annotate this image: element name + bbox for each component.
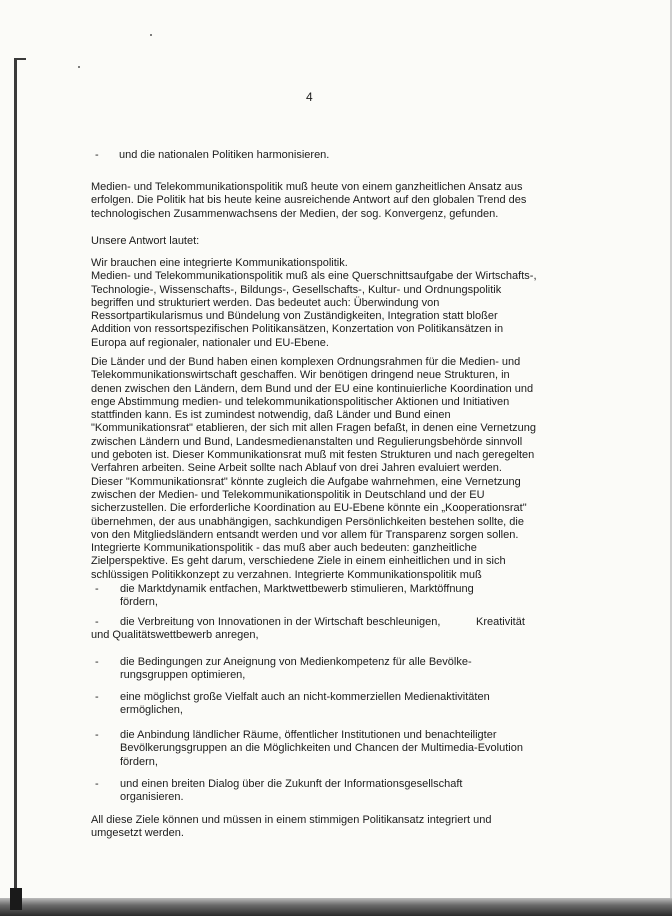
page-number: 4 <box>306 90 313 104</box>
list-bullet: - <box>95 729 99 741</box>
scan-margin-tick <box>16 58 26 60</box>
intro-item-text: und die nationalen Politiken harmonisieren. <box>119 149 330 161</box>
list-bullet: - <box>95 778 99 790</box>
scan-margin-line <box>14 58 17 893</box>
list-item: und einen breiten Dialog über die Zukunft der Informationsgesellschaft organisieren. <box>120 778 463 804</box>
list-item: eine möglichst große Vielfalt auch an nicht-kommerziellen Medienaktivitäten ermöglichen, <box>120 691 490 717</box>
list-bullet: - <box>95 583 99 595</box>
paragraph-schluss: All diese Ziele können und müssen in einem stimmigen Politikansatz integriert und umgesetzt werden. <box>91 814 492 840</box>
list-item: die Bedingungen zur Aneignung von Medienkompetenz für alle Bevölke- rungsgruppen optimieren, <box>120 656 472 682</box>
intro-bullet: - <box>95 149 99 161</box>
list-bullet: - <box>95 656 99 668</box>
paragraph-ganzheitlich: Medien- und Telekommunikationspolitik muß heute von einem ganzheitlichen Ansatz aus erfolgen. Die Politik hat bis heute keine ausreichende Antwort auf den globalen Trend des technologischen Zusammenwachsens der Medien, der sog. Konvergenz, gefunden. <box>91 181 527 220</box>
list-item-tail: Kreativität <box>476 616 525 628</box>
list-bullet: - <box>95 691 99 703</box>
paragraph-kommunikationsrat: Die Länder und der Bund haben einen komplexen Ordnungsrahmen für die Medien- und Telekommunikationswirtschaft geschaffen. Wir benötigen dringend neue Strukturen, in denen zwischen den Ländern, dem Bund und der EU eine kontinuierliche Koordination und enge Abstimmung medien- und telekommunikationspolitischer Aktionen und Initiativen stattfinden kann. Es ist zumindest notwendig, daß Länder und Bund einen "Kommunikationsrat" etablieren, der sich mit allen Fragen befaßt, in denen eine Vernetzung zwischen Ländern und Bund, Landesmedienanstalten und Regulierungsbehörde sinnvoll und geboten ist. Dieser Kommunikationsrat muß mit festen Strukturen und nach geregelten Verfahren arbeiten. Seine Arbeit sollte nach Ablauf von drei Jahren evaluiert werden. Dieser "Kommunikationsrat" könnte zugleich die Aufgabe wahrnehmen, eine Vernetzung zwischen der Medien- und Telekommunikationspolitik in Deutschland und der EU sicherzustellen. Die erforderliche Koordination au EU-Ebene könnte ein „Kooperationsrat" übernehmen, der aus unabhängigen, sachkundigen Persönlichkeiten bestehen sollte, die von den Mitgliedsländern entsandt werden und vor allem für Transparenz sorgen sollen. Integrierte Kommunikationspolitik - das muß aber auch bedeuten: ganzheitliche Zielperspektive. Es geht darum, verschiedene Ziele in einem einheitlichen und in sich schlüssigen Politikkonzept zu verzahnen. Integrierte Kommunikationspolitik muß <box>91 356 537 581</box>
list-bullet: - <box>95 616 99 628</box>
list-item: die Verbreitung von Innovationen in der Wirtschaft beschleunigen, <box>120 616 441 628</box>
scan-speck <box>78 66 80 68</box>
scan-bottom-edge <box>0 898 672 916</box>
list-item: die Marktdynamik entfachen, Marktwettbewerb stimulieren, Marktöffnung fördern, <box>120 583 474 609</box>
paragraph-integrierte-politik: Wir brauchen eine integrierte Kommunikationspolitik. Medien- und Telekommunikationspolitik muß als eine Querschnittsaufgabe der Wirtschafts-, Technologie-, Wissenschafts-, Bildungs-, Gesellschafts-, Kultur- und Ordnungspolitik begriffen und strukturiert werden. Das bedeutet auch: Überwindung von Ressortpartikularismus und Bündelung von Zuständigkeiten, Integration statt bloßer Addition von ressortspezifischen Politikansätzen, Konzertation von Politikansätzen in Europa auf regionaler, nationaler und EU-Ebene. <box>91 257 537 349</box>
list-item-continuation: und Qualitätswettbewerb anregen, <box>91 629 259 641</box>
scan-speck <box>150 34 152 36</box>
scan-corner-mark <box>10 888 22 910</box>
paragraph-antwort: Unsere Antwort lautet: <box>91 235 200 247</box>
list-item: die Anbindung ländlicher Räume, öffentlicher Institutionen und benachteiligter Bevölkerungsgruppen an die Möglichkeiten und Chancen der Multimedia-Evolution fördern, <box>120 729 523 768</box>
